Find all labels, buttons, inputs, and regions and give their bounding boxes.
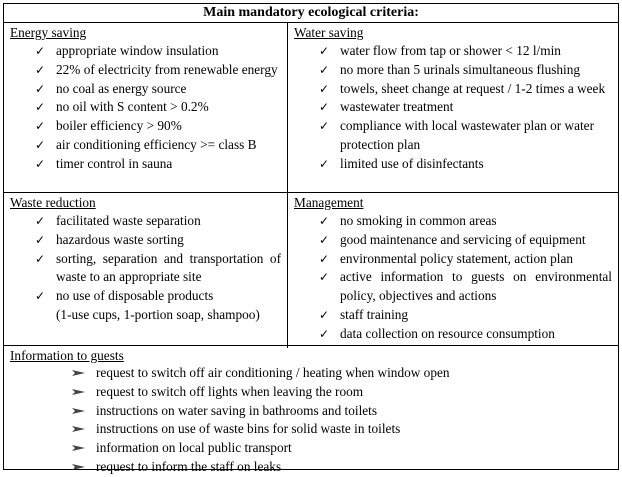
checkmark-icon: ✓ (319, 100, 330, 115)
water-saving-heading: Water saving (294, 25, 364, 40)
list-item-text: no use of disposable products (56, 288, 214, 304)
waste-note (56, 306, 281, 325)
list-item-text: boiler efficiency > 90% (56, 118, 182, 134)
list-item-text: no smoking in common areas (340, 213, 497, 228)
list-item-text: water flow from tap or shower < 12 l/min (340, 43, 561, 58)
checkmark-icon: ✓ (35, 62, 46, 77)
guest-info-list (96, 364, 606, 477)
list-item (319, 61, 612, 80)
checkmark-icon: ✓ (319, 307, 330, 322)
guest-info-heading: Information to guests (10, 348, 124, 363)
waste-reduction-heading: Waste reduction (10, 195, 96, 210)
management-heading: Management (294, 195, 364, 210)
list-item-text: 22% of electricity from renewable energy (56, 61, 278, 77)
management-cell (288, 193, 618, 345)
list-item (319, 306, 612, 325)
list-item-text: appropriate window insulation (56, 43, 219, 58)
list-item (35, 250, 281, 288)
list-item (35, 98, 281, 117)
water-saving-cell (288, 23, 618, 192)
table-title: Main mandatory ecological criteria: (4, 4, 618, 23)
checkmark-icon: ✓ (319, 62, 330, 77)
list-item-text: no more than 5 urinals simultaneous flushing (340, 61, 581, 77)
list-item-text: wastewater treatment (340, 99, 454, 115)
list-item-text: active information to guests on environmental policy, objectives and actions (340, 269, 612, 304)
checkmark-icon: ✓ (35, 289, 46, 304)
arrow-bullet-icon (72, 425, 86, 433)
list-item-text: staff training (340, 306, 409, 322)
checkmark-icon: ✓ (319, 326, 330, 341)
list-item (96, 458, 606, 477)
list-item (319, 117, 612, 155)
checkmark-icon: ✓ (319, 251, 330, 266)
list-item-text: air conditioning efficiency >= class B (56, 136, 257, 152)
checkmark-icon: ✓ (319, 156, 330, 171)
guest-info-cell (4, 346, 618, 474)
checkmark-icon: ✓ (35, 100, 46, 115)
list-item-text: environmental policy statement, action plan (340, 250, 573, 266)
list-item (319, 325, 612, 344)
checkmark-icon: ✓ (35, 214, 46, 228)
water-saving-list (319, 42, 612, 174)
list-item (35, 136, 281, 155)
list-item (35, 231, 281, 250)
list-item (319, 268, 612, 306)
list-item-text: timer control in sauna (56, 155, 173, 171)
list-item-text: information on local public transport (96, 440, 292, 456)
energy-saving-cell (4, 23, 287, 192)
list-item-text: request to switch off lights when leaving the room (96, 383, 364, 399)
list-item-text: instructions on water saving in bathrooms and toilets (96, 402, 378, 418)
list-item-text: request to inform the staff on leaks (96, 458, 282, 474)
checkmark-icon: ✓ (319, 81, 330, 96)
criteria-table (3, 3, 619, 474)
arrow-bullet-icon (72, 444, 86, 452)
checkmark-icon: ✓ (319, 214, 330, 228)
list-item (35, 61, 281, 80)
checkmark-icon: ✓ (319, 44, 330, 58)
list-item (319, 80, 612, 99)
energy-saving-list (35, 42, 281, 174)
checkmark-icon: ✓ (35, 81, 46, 96)
management-list (319, 212, 612, 344)
arrow-bullet-icon (72, 407, 86, 415)
list-item (35, 155, 281, 174)
list-item-text: hazardous waste sorting (56, 231, 184, 247)
list-item-text: towels, sheet change at request / 1-2 times a week (340, 80, 606, 96)
list-item-text: sorting, separation and transportation of waste to an appropriate site (56, 250, 281, 285)
checkmark-icon: ✓ (35, 44, 46, 58)
arrow-bullet-icon (72, 369, 86, 377)
list-item-text: no coal as energy source (56, 80, 187, 96)
list-item-text: no oil with S content > 0.2% (56, 99, 209, 115)
list-item (96, 402, 606, 421)
list-item (96, 364, 606, 383)
list-item (96, 439, 606, 458)
energy-saving-heading: Energy saving (10, 25, 87, 40)
list-item-text: instructions on use of waste bins for solid waste in toilets (96, 421, 401, 437)
checkmark-icon: ✓ (35, 251, 46, 266)
list-item (319, 42, 612, 61)
list-item (319, 212, 612, 231)
waste-note-text: (1-use cups, 1-portion soap, shampoo) (56, 307, 260, 322)
list-item (319, 155, 612, 174)
list-item (35, 287, 281, 306)
arrow-bullet-icon (72, 388, 86, 396)
list-item-text: facilitated waste separation (56, 213, 201, 228)
waste-reduction-cell (4, 193, 287, 345)
checkmark-icon: ✓ (319, 119, 330, 134)
list-item (319, 231, 612, 250)
list-item (35, 117, 281, 136)
checkmark-icon: ✓ (35, 137, 46, 152)
list-item (96, 420, 606, 439)
list-item (35, 80, 281, 99)
list-item (319, 98, 612, 117)
list-item (35, 212, 281, 231)
list-item-text: request to switch off air conditioning / heating when window open (96, 365, 450, 380)
waste-reduction-list (35, 212, 281, 306)
checkmark-icon: ✓ (35, 232, 46, 247)
list-item (35, 42, 281, 61)
list-item (96, 383, 606, 402)
checkmark-icon: ✓ (35, 119, 46, 134)
list-item-text: good maintenance and servicing of equipment (340, 231, 586, 247)
checkmark-icon: ✓ (35, 156, 46, 171)
list-item-text: limited use of disinfectants (340, 155, 484, 171)
list-item-text: data collection on resource consumption (340, 325, 555, 341)
list-item (319, 250, 612, 269)
checkmark-icon: ✓ (319, 232, 330, 247)
checkmark-icon: ✓ (319, 270, 330, 285)
list-item-text: compliance with local wastewater plan or water protection plan (340, 118, 595, 152)
arrow-bullet-icon (72, 463, 86, 471)
